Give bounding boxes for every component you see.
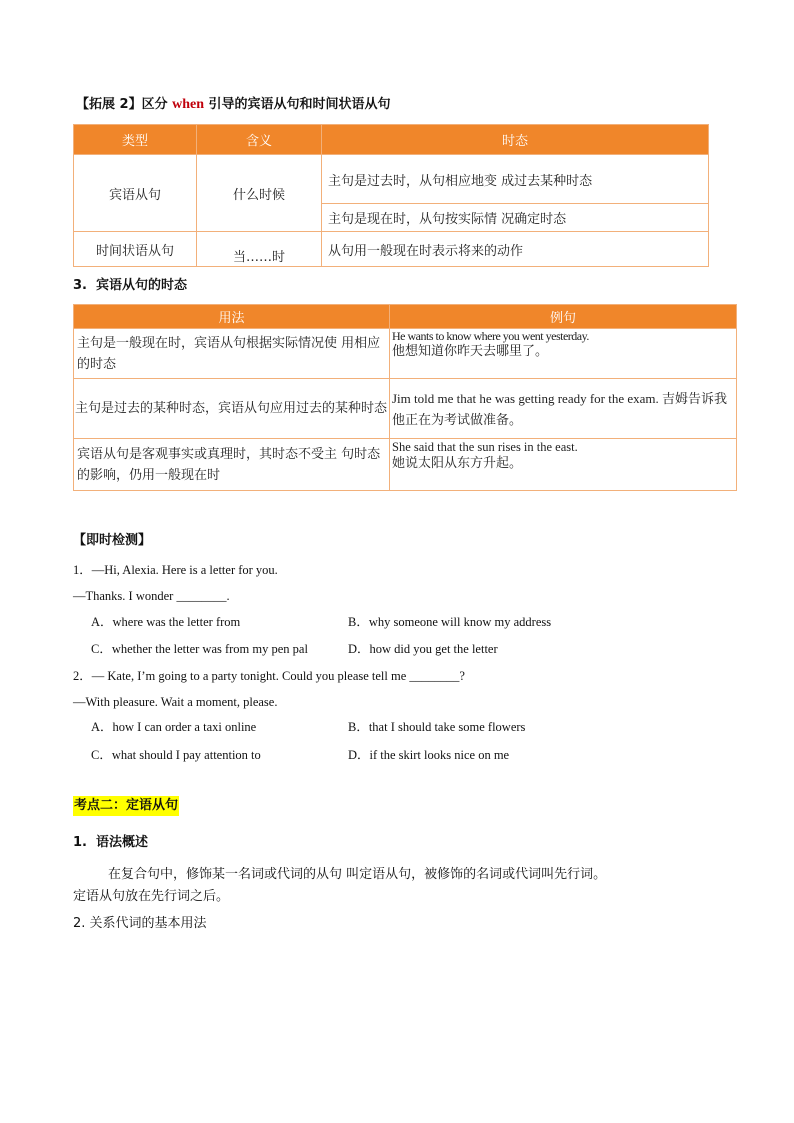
row1-tense-b: 主句是现在时，从句按实际情 况确定时态 — [322, 204, 709, 232]
section-3-number: 3. — [73, 278, 87, 293]
q1-prompt: 1．—Hi, Alexia. Here is a letter for you. — [73, 563, 278, 577]
q2-response: —With pleasure. Wait a moment, please. — [73, 695, 278, 709]
q1-option-a: A．where was the letter from — [91, 615, 241, 629]
point-2-title: 考点二：定语从句 — [73, 796, 179, 816]
example-english: She said that the sun rises in the east. — [392, 440, 578, 454]
overview-paragraph-2: 定语从句放在先行词之后。 — [73, 889, 230, 904]
usage-cell: 主句是一般现在时，宾语从句根据实际情况使 用相应的时态 — [74, 329, 390, 379]
row2-type: 时间状语从句 — [74, 232, 197, 267]
table-row — [74, 155, 709, 204]
table-header-row — [74, 305, 737, 329]
row2-meaning: 当……时 — [197, 232, 322, 267]
section-3-title — [73, 277, 187, 295]
q2-option-a: A．how I can order a taxi online — [91, 720, 257, 734]
header-type: 类型 — [74, 125, 197, 155]
overview-paragraph-1: 在复合句中，修饰某一名词或代词的从句 叫定语从句，被修饰的名词或代词叫先行词。 — [108, 867, 607, 882]
header-example: 例句 — [390, 305, 737, 329]
q2-option-d: D．if the skirt looks nice on me — [348, 748, 510, 762]
when-keyword: when — [172, 97, 205, 112]
header-meaning: 含义 — [197, 125, 322, 155]
table-row — [74, 439, 737, 491]
example-english: He wants to know where you went yesterday. — [392, 329, 589, 343]
usage-cell: 宾语从句是客观事实或真理时，其时态不受主 句时态的影响，仍用一般现在时 — [74, 439, 390, 491]
q1-option-b: B．why someone will know my address — [348, 615, 552, 629]
table-header-row — [74, 125, 709, 155]
example-cell — [390, 379, 737, 439]
q1-response: —Thanks. I wonder ________. — [73, 589, 230, 603]
example-english: Jim told me that he was getting ready for the exam. 吉姆告诉我他正在为考试做准备。 — [392, 390, 728, 427]
q1-option-c: C．whether the letter was from my pen pal — [91, 642, 308, 656]
table-row — [74, 329, 737, 379]
table-row — [74, 379, 737, 439]
example-chinese: 他想知道你昨天去哪里了。 — [392, 344, 549, 359]
header-tense: 时态 — [322, 125, 709, 155]
section-1-title — [73, 834, 148, 852]
quick-check-title: 【即时检测】 — [73, 533, 152, 548]
row1-meaning: 什么时候 — [197, 155, 322, 232]
row1-type: 宾语从句 — [74, 155, 197, 232]
q2-option-b: B．that I should take some flowers — [348, 720, 526, 734]
row1-tense-a: 主句是过去时，从句相应地变 成过去某种时态 — [322, 155, 709, 204]
section-2-title: 2. 关系代词的基本用法 — [73, 916, 207, 931]
clause-comparison-table — [73, 124, 709, 267]
table-row — [74, 232, 709, 267]
example-cell — [390, 329, 737, 379]
row2-tense: 从句用一般现在时表示将来的动作 — [322, 232, 709, 267]
q1-option-d: D．how did you get the letter — [348, 642, 498, 656]
q2-prompt: 2．— Kate, I’m going to a party tonight. Could you please tell me ________? — [73, 669, 465, 683]
header-usage: 用法 — [74, 305, 390, 329]
example-chinese: 她说太阳从东方升起。 — [392, 456, 523, 471]
extension-2-title — [76, 95, 391, 115]
tense-usage-table — [73, 304, 737, 491]
section-3-text: 宾语从句的时态 — [96, 278, 188, 293]
example-cell — [390, 439, 737, 491]
q2-option-c: C．what should I pay attention to — [91, 748, 261, 762]
extension-prefix: 【拓展 2】区分 — [76, 97, 173, 112]
extension-suffix: 引导的宾语从句和时间状语从句 — [204, 97, 391, 112]
usage-cell: 主句是过去的某种时态，宾语从句应用过去的某种时态 — [74, 379, 390, 439]
section-1-number: 1. — [73, 835, 87, 850]
section-1-text: 语法概述 — [96, 835, 149, 850]
